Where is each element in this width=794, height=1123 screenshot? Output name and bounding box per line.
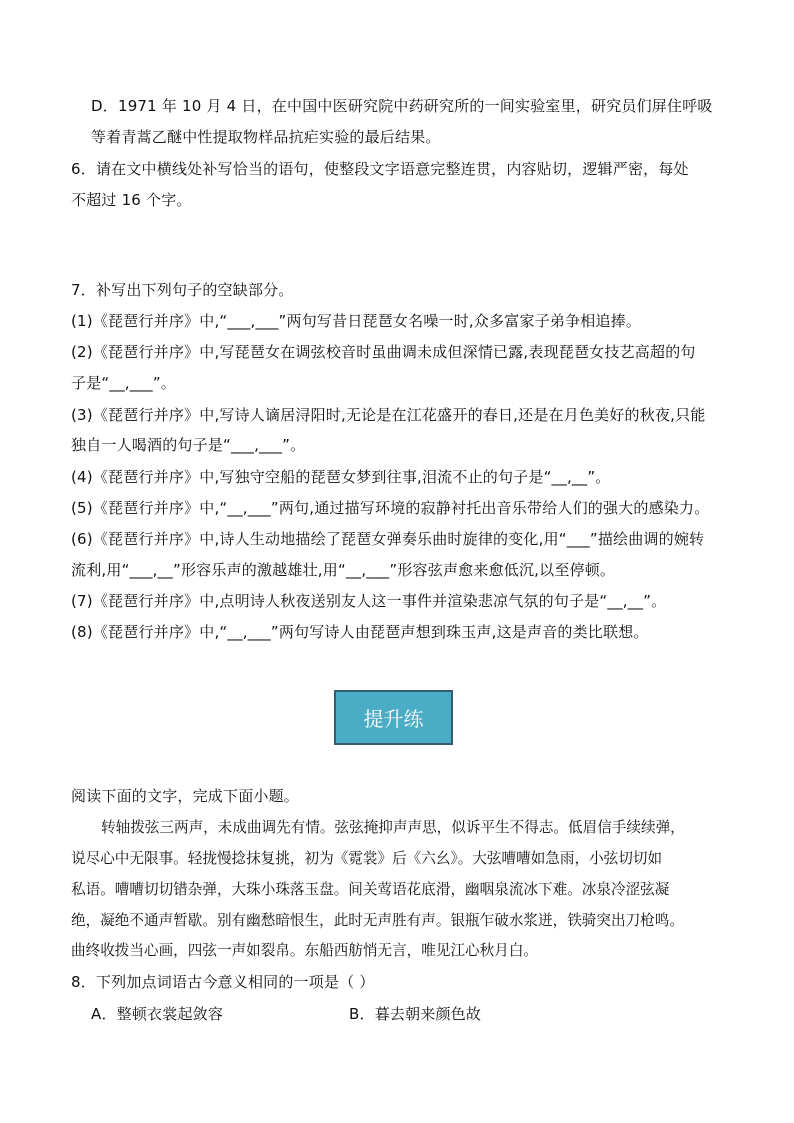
q7-item-8: (8)《琵琶行并序》中,“__,___”两句写诗人由琵琶声想到珠玉声,这是声音的类比联想。: [71, 623, 649, 641]
passage-line-2: 说尽心中无限事。轻拢慢捻抹复挑，初为《霓裳》后《六幺》。大弦嘈嘈如急雨，小弦切切如: [71, 850, 663, 867]
q7-item-6-line1: (6)《琵琶行并序》中,诗人生动地描绘了琵琶女弹奏乐曲时旋律的变化,用“___”描绘曲调的婉转: [71, 530, 705, 548]
passage-line-5: 曲终收拨当心画，四弦一声如裂帛。东船西舫悄无言，唯见江心秋月白。: [71, 942, 539, 959]
q7-item-3-line1: (3)《琵琶行并序》中,写诗人谪居浔阳时,无论是在江花盛开的春日,还是在月色美好的秋夜,只能: [71, 406, 706, 424]
q7-item-3-line2: 独自一人喝酒的句子是“___,___”。: [71, 436, 306, 454]
passage-line-1: 转轴拨弦三两声，未成曲调先有情。弦弦掩抑声声思，似诉平生不得志。低眉信手续续弹，: [101, 819, 685, 836]
q7-title: 7．补写出下列句子的空缺部分。: [71, 281, 294, 299]
section-badge: [334, 690, 453, 745]
q7-item-6-line2: 流利,用“___,__”形容乐声的激越雄壮,用“__,___”形容弦声愈来愈低沉,以至停顿。: [71, 561, 616, 579]
q8-option-a: A．整顿衣裳起敛容: [91, 1005, 224, 1023]
q7-item-4: (4)《琵琶行并序》中,写独守空船的琵琶女梦到往事,泪流不止的句子是“__,__”。: [71, 468, 611, 486]
q7-item-2-line2: 子是“__,___”。: [71, 374, 177, 392]
reading-intro: 阅读下面的文字，完成下面小题。: [71, 787, 300, 805]
q7-item-7: (7)《琵琶行并序》中,点明诗人秋夜送别友人这一事件并渲染悲凉气氛的句子是“__,__”。: [71, 592, 667, 610]
q6-line1: 6．请在文中横线处补写恰当的语句，使整段文字语意完整连贯，内容贴切，逻辑严密，每处: [71, 160, 689, 178]
q6-line2: 不超过 16 个字。: [71, 191, 192, 209]
passage-line-4: 绝，凝绝不通声暂歇。别有幽愁暗恨生，此时无声胜有声。银瓶乍破水浆迸，铁骑突出刀枪鸣。: [71, 912, 684, 929]
q8-stem: 8．下列加点词语古今意义相同的一项是（ ）: [71, 973, 375, 991]
q7-item-5: (5)《琵琶行并序》中,“__,___”两句,通过描写环境的寂静衬托出音乐带给人们的强大的感染力。: [71, 499, 710, 517]
section-badge-label: 提升练: [363, 707, 424, 731]
q8-option-b: B．暮去朝来颜色故: [349, 1005, 482, 1023]
passage-line-3: 私语。嘈嘈切切错杂弹，大珠小珠落玉盘。间关莺语花底滑，幽咽泉流冰下难。冰泉冷涩弦凝: [71, 881, 670, 898]
q5-option-d-line2: 等着青蒿乙醚中性提取物样品抗疟实验的最后结果。: [91, 128, 441, 146]
q5-option-d-line1: D．1971 年 10 月 4 日，在中国中医研究院中药研究所的一间实验室里，研究员们屏住呼吸: [91, 97, 713, 115]
q7-item-1: (1)《琵琶行并序》中,“___,___”两句写昔日琵琶女名噪一时,众多富家子弟争相追捧。: [71, 312, 642, 330]
q7-item-2-line1: (2)《琵琶行并序》中,写琵琶女在调弦校音时虽曲调未成但深情已露,表现琵琶女技艺高超的句: [71, 343, 696, 361]
